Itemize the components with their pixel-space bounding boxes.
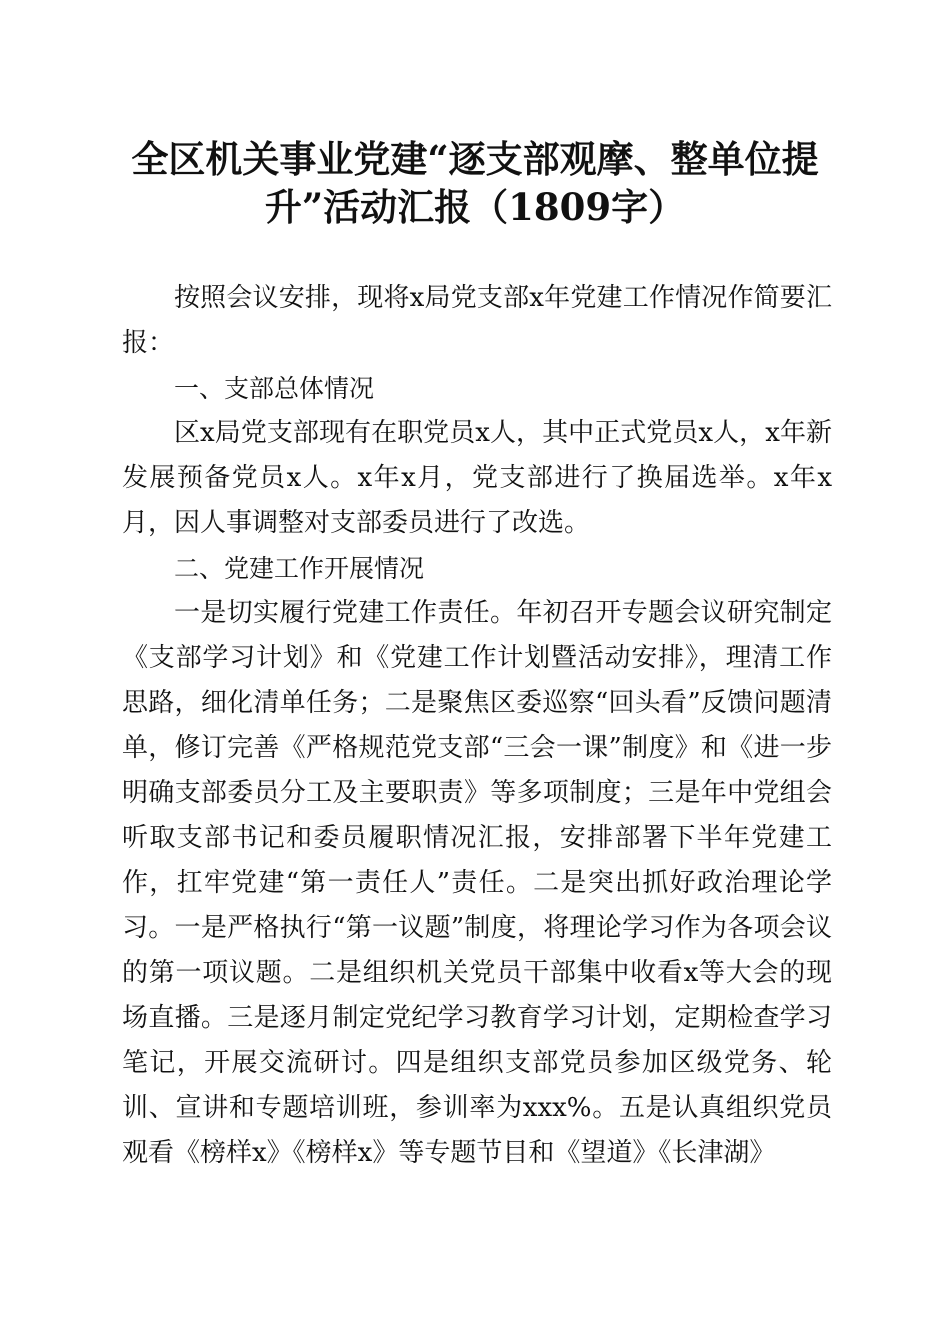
section1-heading: 一、支部总体情况 [174, 374, 375, 403]
document-body [122, 276, 832, 1176]
intro-paragraph: 按照会议安排，现将x局党支部x年党建工作情况作简要汇报： [122, 283, 832, 358]
section2-heading: 二、党建工作开展情况 [174, 554, 425, 583]
section1-paragraph: 区x局党支部现有在职党员x人，其中正式党员x人，x年新发展预备党员x人。x年x月，党支部进行了换届选举。x年x月，因人事调整对支部委员进行了改选。 [122, 418, 832, 538]
section2-paragraph: 一是切实履行党建工作责任。年初召开专题会议研究制定《支部学习计划》和《党建工作计划暨活动安排》，理清工作思路，细化清单任务；二是聚焦区委巡察“回头看”反馈问题清单，修订完善《严格规范党支部“三会一课”制度》和《进一步明确支部委员分工及主要职责》等多项制度；三是年中党组会听取支部书记和委员履职情况汇报，安排部署下半年党建工作，扛牢党建“第一责任人”责任。二是突出抓好政治理论学习。一是严格执行“第一议题”制度，将理论学习作为各项会议的第一项议题。二是组织机关党员干部集中收看x等大会的现场直播。三是逐月制定党纪学习教育学习计划，定期检查学习笔记，开展交流研讨。四是组织支部党员参加区级党务、轮训、宣讲和专题培训班，参训率为xxx%。五是认真组织党员观看《榜样x》《榜样x》等专题节目和《望道》《长津湖》 [122, 598, 832, 1168]
document-title-line2: 升”活动汇报（1809字） [264, 185, 686, 229]
document-title-line1: 全区机关事业党建“逐支部观摩、整单位提 [131, 137, 819, 181]
